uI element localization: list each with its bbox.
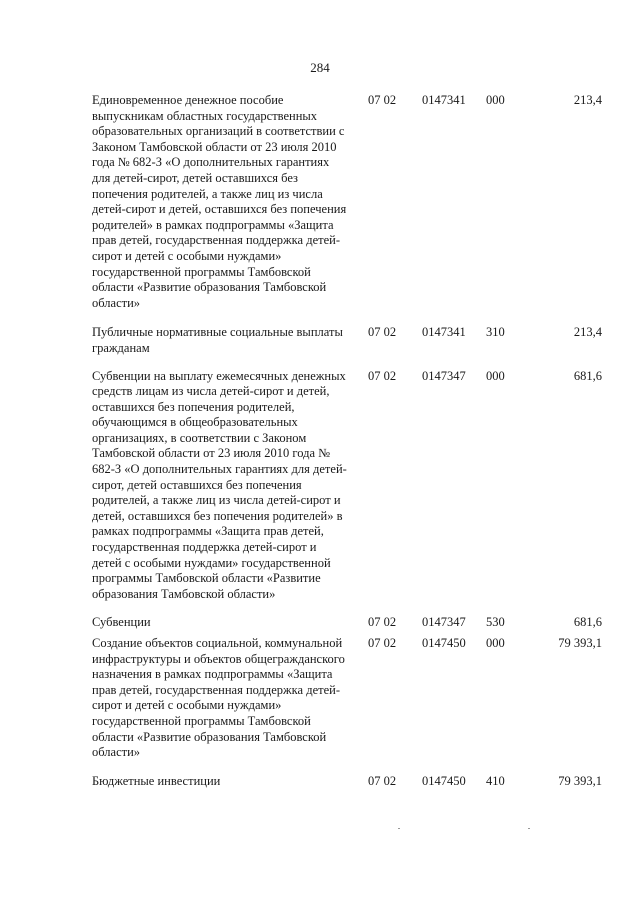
row-expense-type: 000 <box>486 368 505 383</box>
table-row <box>92 93 602 311</box>
table-row <box>92 369 602 603</box>
table-row <box>92 774 602 790</box>
row-description: Субвенции <box>92 615 151 630</box>
row-amount: 681,6 <box>573 615 602 630</box>
row-amount: 79 393,1 <box>558 636 602 650</box>
scan-speck <box>528 828 530 829</box>
row-description: Субвенции на выплату ежемесячных денежных средств лицам из числа детей-сирот и детей, оставшихся без попечения родителей, обучающимся в общеобразовательных организациях, в соответствии с Законом Тамбовской области от 23 июля 2010 года № 682-З «О дополнительных гарантиях для детей-сирот, детей оставшихся без попечения родителей, а также лиц из числа детей-сирот и детей, оставшихся без попечения родителей» в рамках подпрограммы «Защита прав детей, государственная поддержка детей-сирот и детей с особыми нуждами» государственной программы Тамбовской области «Развитие образования Тамбовской области» <box>92 368 347 601</box>
row-amount: 79 393,1 <box>558 773 602 788</box>
scan-speck <box>398 828 400 829</box>
row-amount: 681,6 <box>573 368 602 383</box>
row-target-code: 0147450 <box>422 773 466 788</box>
row-expense-type: 530 <box>486 615 505 630</box>
row-section-code: 07 02 <box>368 93 397 107</box>
row-section-code: 07 02 <box>368 636 397 650</box>
row-target-code: 0147450 <box>422 636 466 650</box>
row-description: Единовременное денежное пособие выпускникам областных государственных образовательных организаций в соответствии с Законом Тамбовской области от 23 июля 2010 года № 682-З «О дополнительных гарантиях для детей-сирот, детей оставшихся без попечения родителей, а также лиц из числа детей-сирот и детей, оставшихся без попечения родителей» в рамках подпрограммы «Защита прав детей, государственная поддержка детей-сирот и детей с особыми нуждами» государственной программы Тамбовской области «Развитие образования Тамбовской области» <box>92 93 347 310</box>
row-expense-type: 410 <box>486 773 505 788</box>
row-target-code: 0147347 <box>422 615 466 630</box>
row-expense-type: 310 <box>486 325 505 340</box>
row-description: Бюджетные инвестиции <box>92 773 221 788</box>
row-section-code: 07 02 <box>368 615 397 630</box>
budget-table <box>92 93 602 801</box>
row-expense-type: 000 <box>486 93 505 107</box>
row-section-code: 07 02 <box>368 773 397 788</box>
row-target-code: 0147347 <box>422 368 466 383</box>
row-amount: 213,4 <box>573 325 602 340</box>
row-section-code: 07 02 <box>368 368 397 383</box>
table-row <box>92 615 602 631</box>
row-target-code: 0147341 <box>422 93 466 107</box>
row-expense-type: 000 <box>486 636 505 650</box>
row-section-code: 07 02 <box>368 325 397 340</box>
row-description: Создание объектов социальной, коммунальной инфраструктуры и объектов общегражданского назначения в рамках подпрограммы «Защита прав детей, государственная поддержка детей-сирот и детей с особыми нуждами» государственной программы Тамбовской области «Развитие образования Тамбовской области» <box>92 636 345 760</box>
table-row <box>92 636 602 761</box>
page-number: 284 <box>310 60 330 75</box>
row-description: Публичные нормативные социальные выплаты гражданам <box>92 325 343 355</box>
row-amount: 213,4 <box>573 93 602 107</box>
row-target-code: 0147341 <box>422 325 466 340</box>
table-row <box>92 325 602 356</box>
